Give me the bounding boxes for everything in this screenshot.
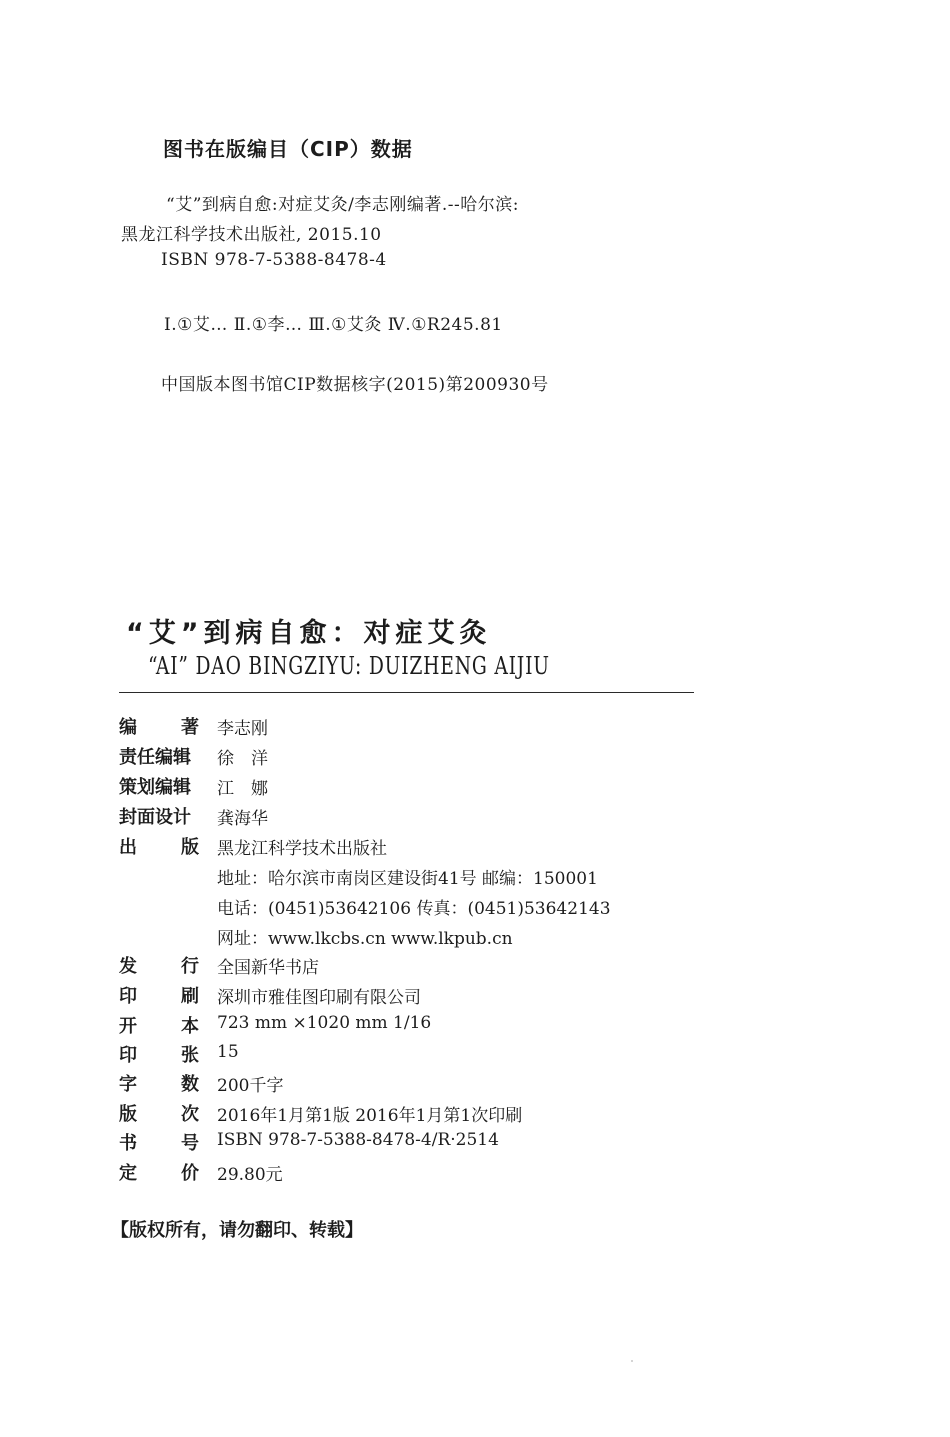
scan-speck [631, 1360, 633, 1362]
sheets-value: 15 [217, 1042, 239, 1062]
printer-value: 深圳市雅佳图印刷有限公司 [217, 988, 421, 1008]
label-char: 编 [119, 717, 137, 738]
label-char: 书 [119, 1133, 137, 1154]
cip-classification-line: Ⅰ.①艾… Ⅱ.①李… Ⅲ.①艾灸 Ⅳ.①R245.81 [164, 315, 503, 335]
label-char: 号 [181, 1133, 199, 1154]
copyright-notice: 【版权所有，请勿翻印、转载】 [111, 1220, 363, 1241]
cover-design-value: 龚海华 [217, 809, 268, 829]
publisher-phone: 电话：(0451)53642106 传真：(0451)53642143 [217, 899, 611, 919]
word-count-label [119, 1070, 199, 1096]
label-char: 次 [181, 1104, 199, 1125]
book-title: “艾”到病自愈：对症艾灸 [126, 618, 492, 649]
label-char: 版 [119, 1104, 137, 1125]
label-char: 印 [119, 1045, 137, 1066]
book-number-label [119, 1129, 199, 1155]
cip-title-line: “艾”到病自愈:对症艾灸/李志刚编著.--哈尔滨: [166, 195, 519, 215]
publisher-label [119, 833, 199, 859]
editor-label: 责任编辑 [119, 747, 191, 768]
price-value: 29.80元 [217, 1165, 283, 1185]
printer-label [119, 982, 199, 1008]
publisher-website: 网址：www.lkcbs.cn www.lkpub.cn [217, 929, 513, 949]
distributor-label [119, 952, 199, 978]
edition-label [119, 1100, 199, 1126]
book-number-value: ISBN 978-7-5388-8478-4/R·2514 [217, 1130, 499, 1150]
label-char: 版 [181, 837, 199, 858]
label-char: 出 [119, 837, 137, 858]
format-value: 723 mm ×1020 mm 1/16 [217, 1013, 432, 1033]
label-char: 数 [181, 1074, 199, 1095]
cip-isbn-line: ISBN 978-7-5388-8478-4 [161, 250, 387, 270]
price-label [119, 1159, 199, 1185]
planner-value: 江 娜 [217, 779, 268, 799]
sheets-label [119, 1041, 199, 1067]
cip-heading: 图书在版编目（CIP）数据 [163, 137, 413, 161]
title-divider [119, 692, 694, 693]
author-value: 李志刚 [217, 719, 268, 739]
label-char: 字 [119, 1074, 137, 1095]
label-char: 发 [119, 956, 137, 977]
word-count-value: 200千字 [217, 1076, 284, 1096]
label-char: 定 [119, 1163, 137, 1184]
label-char: 著 [181, 717, 199, 738]
publisher-address: 地址：哈尔滨市南岗区建设街41号 邮编：150001 [217, 869, 598, 889]
label-char: 开 [119, 1016, 137, 1037]
distributor-value: 全国新华书店 [217, 958, 319, 978]
label-char: 价 [181, 1163, 199, 1184]
cip-publisher-line: 黑龙江科学技术出版社, 2015.10 [121, 225, 382, 245]
cover-design-label: 封面设计 [119, 807, 191, 828]
publisher-value: 黑龙江科学技术出版社 [217, 839, 387, 859]
label-char: 行 [181, 956, 199, 977]
cip-record-line: 中国版本图书馆CIP数据核字(2015)第200930号 [161, 375, 549, 395]
editor-value: 徐 洋 [217, 749, 268, 769]
label-char: 张 [181, 1045, 199, 1066]
edition-value: 2016年1月第1版 2016年1月第1次印刷 [217, 1106, 523, 1126]
label-char: 印 [119, 986, 137, 1007]
planner-label: 策划编辑 [119, 777, 191, 798]
label-char: 本 [181, 1016, 199, 1037]
format-label [119, 1012, 199, 1038]
author-label [119, 713, 199, 739]
label-char: 刷 [181, 986, 199, 1007]
book-pinyin-title: “AI” DAO BINGZIYU: DUIZHENG AIJIU [148, 652, 550, 680]
